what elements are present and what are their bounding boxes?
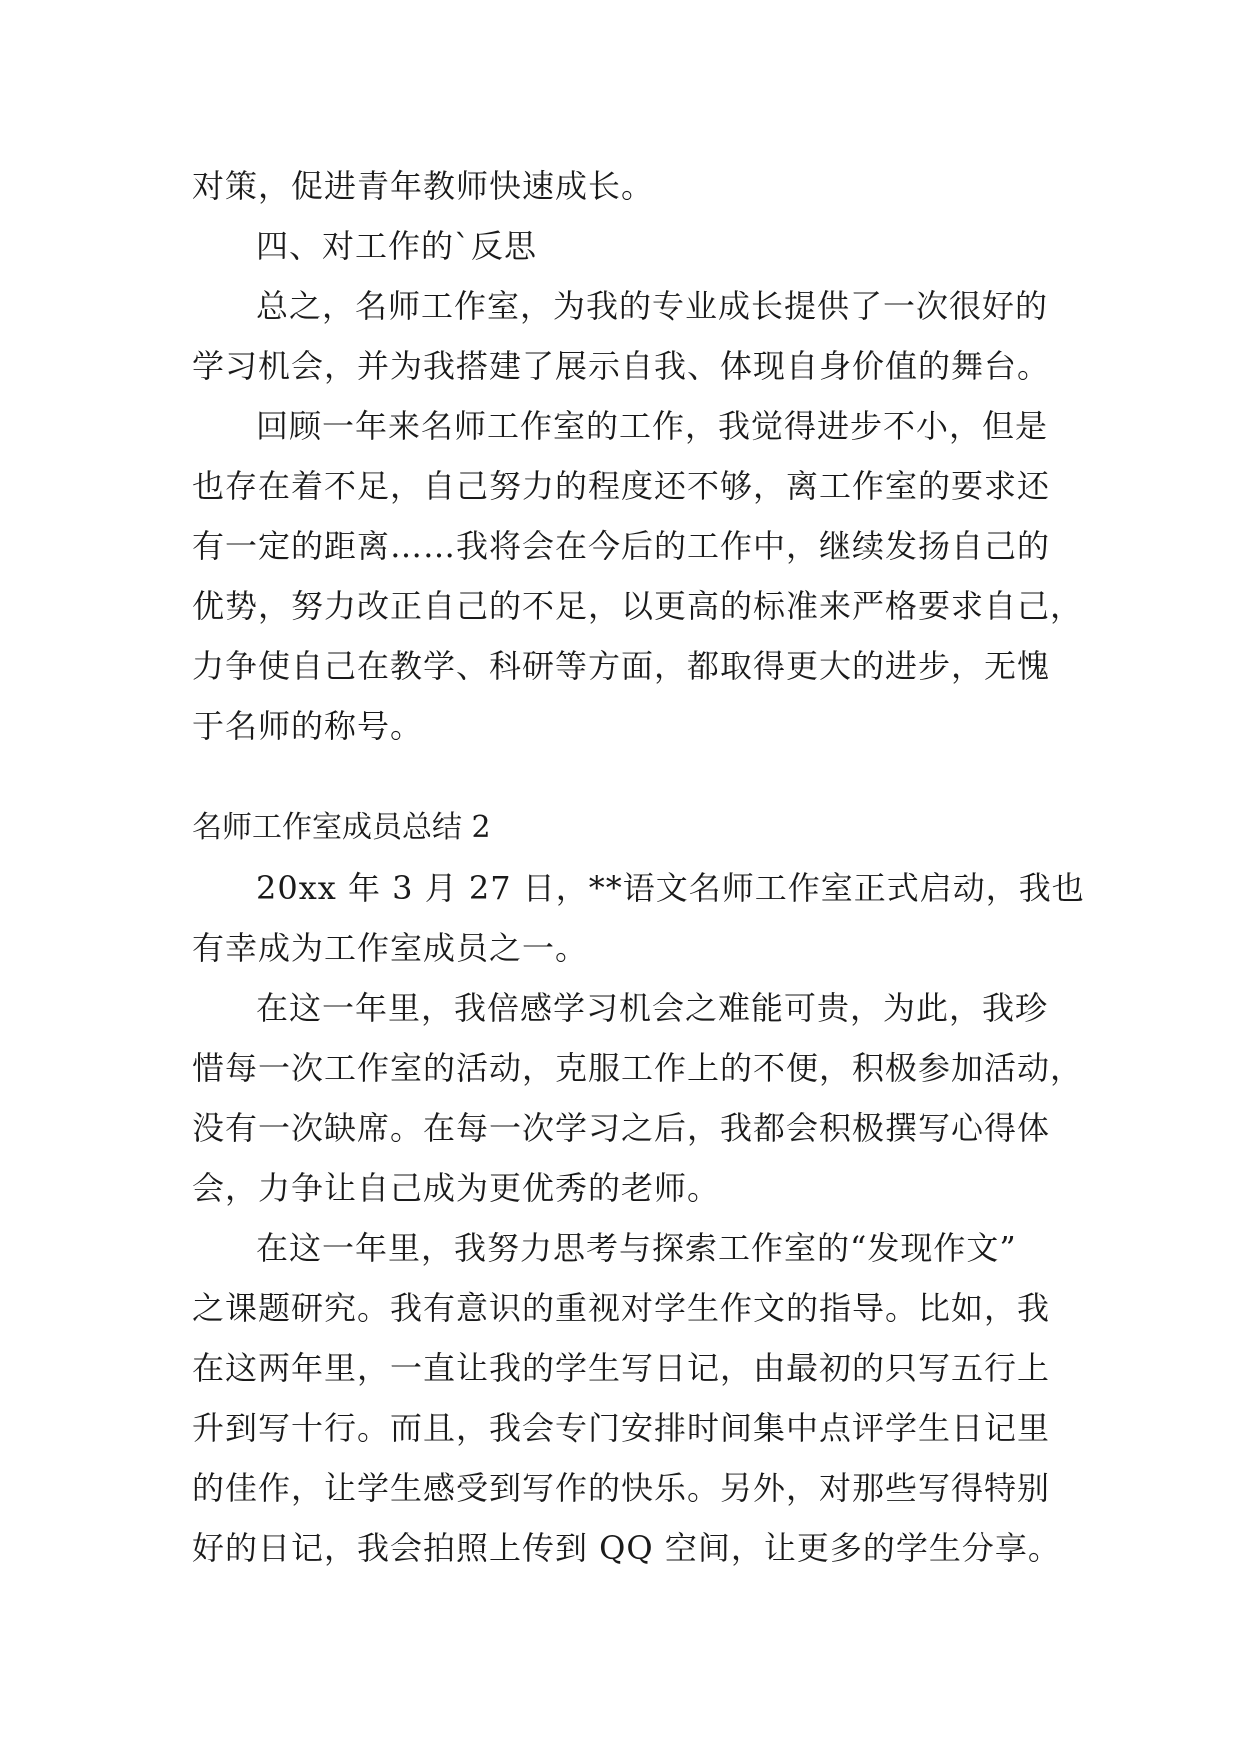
text-line: 学习机会，并为我搭建了展示自我、体现自身价值的舞台。 [192,347,1051,385]
text-line: 总之，名师工作室，为我的专业成长提供了一次很好的 [256,287,1049,325]
text-line: 于名师的称号。 [192,707,424,745]
text-line: 也存在着不足，自己努力的程度还不够，离工作室的要求还 [192,467,1051,505]
text-line: 回顾一年来名师工作室的工作，我觉得进步不小，但是 [256,407,1049,445]
text-line: 对策，促进青年教师快速成长。 [192,167,655,205]
text-line: 力争使自己在教学、科研等方面，都取得更大的进步，无愧 [192,647,1051,685]
text-line: 好的日记，我会拍照上传到 QQ 空间，让更多的学生分享。 [192,1529,1061,1567]
text-line: 有一定的距离……我将会在今后的工作中，继续发扬自己的 [192,527,1051,565]
text-line: 惜每一次工作室的活动，克服工作上的不便，积极参加活动， [192,1049,1084,1087]
text-line: 升到写十行。而且，我会专门安排时间集中点评学生日记里 [192,1409,1051,1447]
text-line: 之课题研究。我有意识的重视对学生作文的指导。比如，我 [192,1289,1051,1327]
text-line: 20xx 年 3 月 27 日，**语文名师工作室正式启动，我也 [256,869,1085,907]
text-line: 的佳作，让学生感受到写作的快乐。另外，对那些写得特别 [192,1469,1051,1507]
section-heading: 四、对工作的`反思 [256,227,538,265]
text-line: 没有一次缺席。在每一次学习之后，我都会积极撰写心得体 [192,1109,1051,1147]
text-line: 有幸成为工作室成员之一。 [192,929,589,967]
text-line: 在这一年里，我努力思考与探索工作室的“发现作文” [256,1229,1017,1267]
text-line: 在这两年里，一直让我的学生写日记，由最初的只写五行上 [192,1349,1051,1387]
text-line: 在这一年里，我倍感学习机会之难能可贵，为此，我珍 [256,989,1049,1027]
text-line: 会，力争让自己成为更优秀的老师。 [192,1169,721,1207]
text-line: 优势，努力改正自己的不足，以更高的标准来严格要求自己， [192,587,1084,625]
document-title: 名师工作室成员总结 2 [192,810,491,845]
